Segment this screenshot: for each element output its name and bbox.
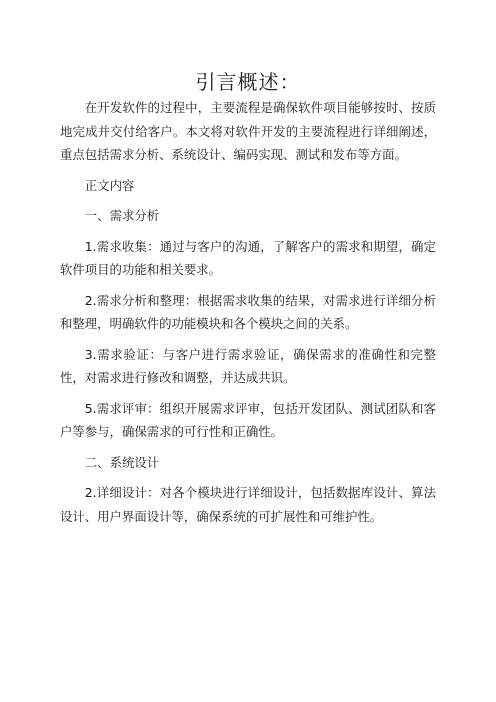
document-body (60, 96, 436, 528)
paragraph-requirements-validation: 3.需求验证：与客户进行需求验证，确保需求的准确性和完整性，对需求进行修改和调整，并达成共识。 (60, 346, 436, 385)
page-title: 引言概述： (195, 70, 301, 94)
paragraph-requirements-review: 5.需求评审：组织开展需求评审，包括开发团队、测试团队和客户等参与，确保需求的可行性和正确性。 (60, 400, 436, 439)
paragraph-requirements-analysis: 2.需求分析和整理：根据需求收集的结果，对需求进行详细分析和整理，明确软件的功能模块和各个模块之间的关系。 (60, 292, 436, 331)
section-heading-system-design: 二、系统设计 (84, 454, 160, 470)
paragraph-detailed-design: 2.详细设计：对各个模块进行详细设计，包括数据库设计、算法设计、用户界面设计等，确保系统的可扩展性和可维护性。 (60, 485, 436, 524)
section-heading-requirements: 一、需求分析 (84, 208, 160, 223)
section-label-main-content: 正文内容 (84, 177, 135, 193)
paragraph-requirements-collection: 1.需求收集：通过与客户的沟通，了解客户的需求和期望，确定软件项目的功能和相关要求。 (60, 238, 436, 277)
intro-paragraph: 在开发软件的过程中，主要流程是确保软件项目能够按时、按质地完成并交付给客户。本文将对软件开发的主要流程进行详细阐述，重点包括需求分析、系统设计、编码实现、测试和发布等方面。 (60, 100, 436, 162)
